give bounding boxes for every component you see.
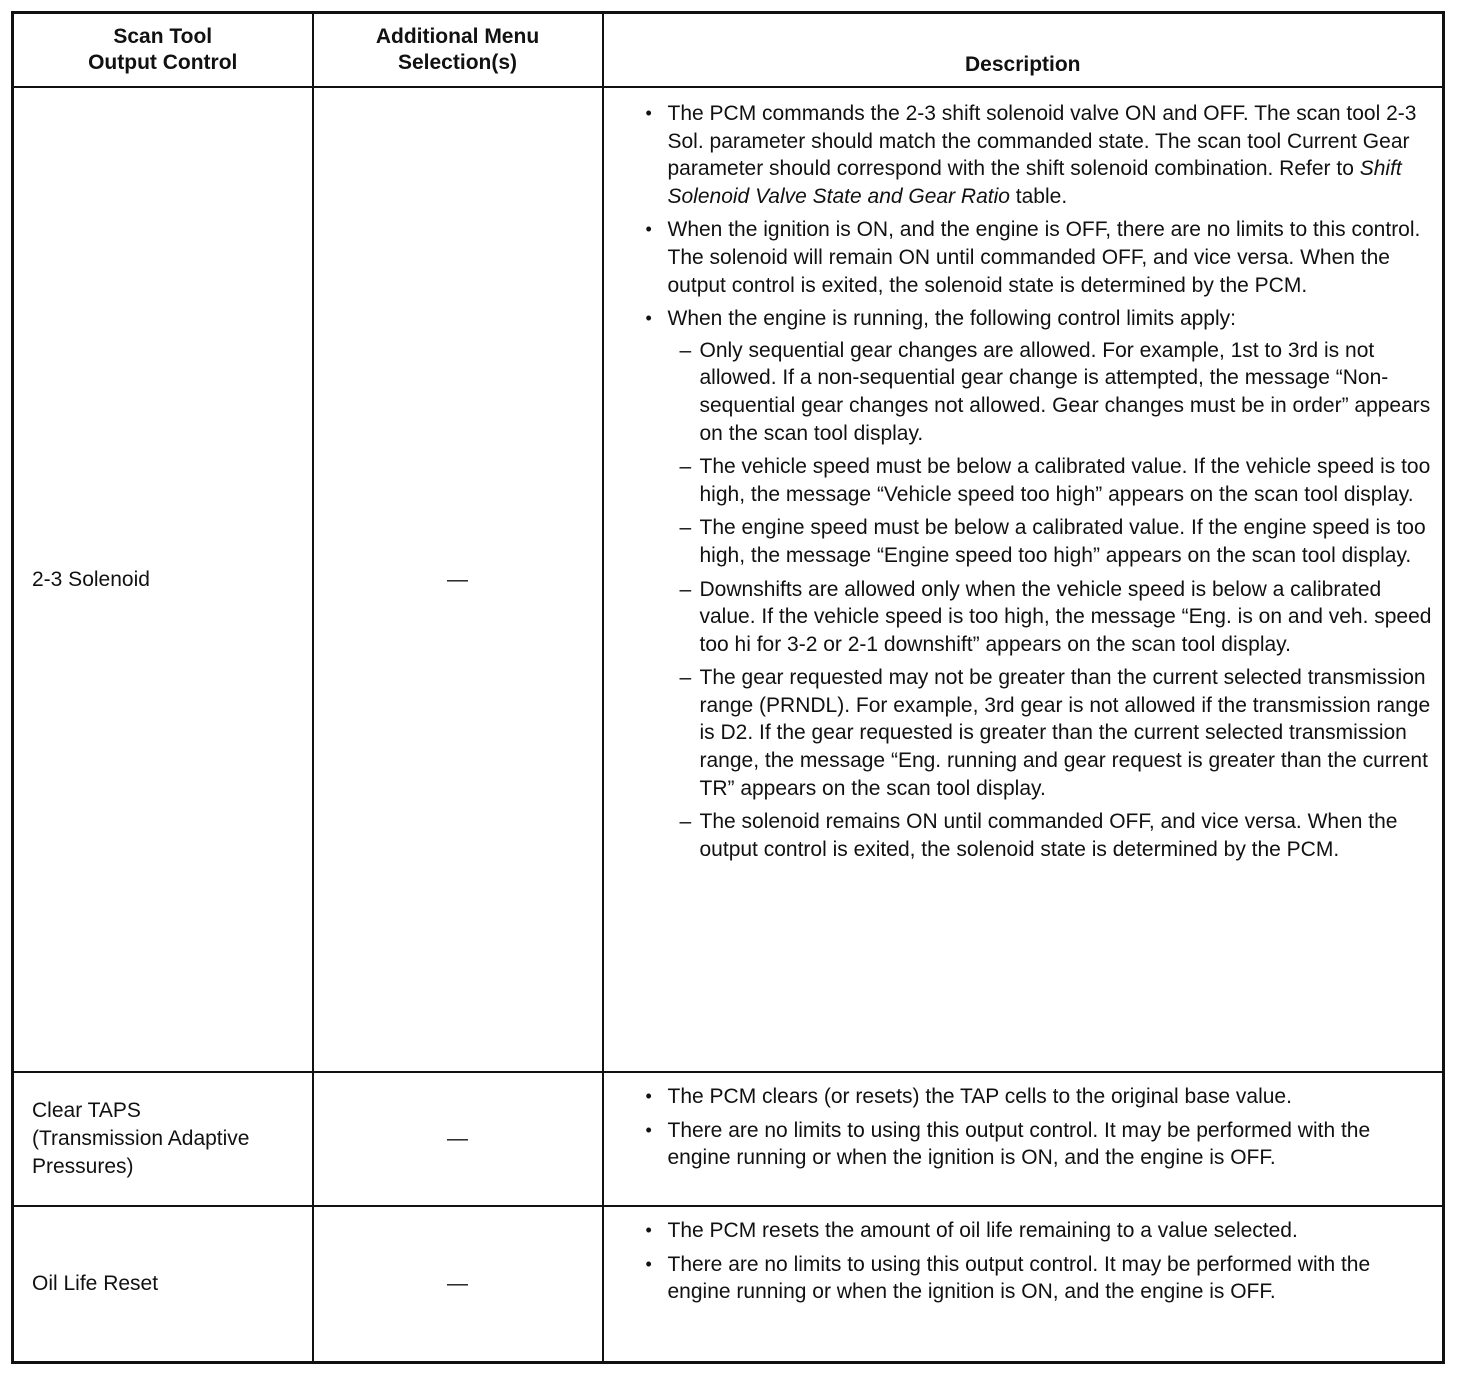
description-bullet bbox=[646, 1117, 1433, 1172]
bullet-text: There are no limits to using this output control. It may be performed with the engine running or when the ignition is ON, and the engine is OFF. bbox=[667, 1118, 1371, 1170]
menu-selection-text: — bbox=[447, 567, 468, 591]
table-header-row bbox=[13, 13, 1444, 88]
description-cell bbox=[603, 1072, 1444, 1206]
output-control-table bbox=[11, 11, 1445, 1364]
output-control-name bbox=[13, 1206, 313, 1362]
control-limits-list bbox=[668, 337, 1433, 864]
description-bullet bbox=[646, 305, 1433, 863]
control-limit-item bbox=[680, 576, 1433, 659]
output-control-name-text: Oil Life Reset bbox=[32, 1271, 159, 1295]
output-control-name bbox=[13, 1072, 313, 1206]
bullet-text: table. bbox=[1009, 184, 1068, 208]
output-control-name bbox=[13, 87, 313, 1072]
header-description bbox=[603, 13, 1444, 88]
control-limit-text: Only sequential gear changes are allowed. For example, 1st to 3rd is not allowed. If a non-sequential gear change is attempted, the message “Non-sequential gear changes not allowed. Gear changes must be in order” appears on the scan tool display. bbox=[699, 338, 1431, 445]
table-reference: Shift Solenoid Valve State and Gear Ratio bbox=[667, 157, 1402, 208]
description-bullet bbox=[646, 216, 1433, 299]
header-scan-tool-output-control bbox=[13, 13, 313, 88]
menu-selection bbox=[313, 87, 603, 1072]
control-limit-item bbox=[680, 453, 1433, 508]
output-control-name-text: 2-3 Solenoid bbox=[32, 567, 150, 591]
control-limit-text: The solenoid remains ON until commanded OFF, and vice versa. When the output control is exited, the solenoid state is determined by the PCM. bbox=[699, 810, 1398, 861]
description-bullets bbox=[646, 1083, 1433, 1172]
bullet-text: There are no limits to using this output control. It may be performed with the engine running or when the ignition is ON, and the engine is OFF. bbox=[667, 1252, 1371, 1304]
menu-selection bbox=[313, 1206, 603, 1362]
header-col2-label: Additional Menu Selection(s) bbox=[375, 25, 540, 74]
menu-selection bbox=[313, 1072, 603, 1206]
table-row bbox=[13, 1206, 1444, 1362]
header-additional-menu-selections bbox=[313, 13, 603, 88]
description-bullets bbox=[646, 1217, 1433, 1306]
description-bullet bbox=[646, 1251, 1433, 1306]
output-control-name-text: Clear TAPS (Transmission Adaptive Pressures) bbox=[32, 1099, 250, 1178]
control-limit-text: Downshifts are allowed only when the vehicle speed is below a calibrated value. If the vehicle speed is too high, the message “Eng. is on and veh. speed too hi for 3-2 or 2-1 downshift” appears on the scan tool display. bbox=[699, 577, 1432, 656]
control-limit-text: The vehicle speed must be below a calibrated value. If the vehicle speed is too high, the message “Vehicle speed too high” appears on the scan tool display. bbox=[699, 455, 1431, 506]
description-cell bbox=[603, 87, 1444, 1072]
control-limit-item bbox=[680, 664, 1433, 802]
bullet-text: The PCM clears (or resets) the TAP cells to the original base value. bbox=[667, 1085, 1292, 1108]
description-cell bbox=[603, 1206, 1444, 1362]
control-limit-text: The gear requested may not be greater than the current selected transmission range (PRNDL). For example, 3rd gear is not allowed if the transmission range is D2. If the gear requested is greater than the current selected transmission range, the message “Eng. running and gear request is greater than the current TR” appears on the scan tool display. bbox=[699, 666, 1431, 800]
control-limit-item bbox=[680, 808, 1433, 863]
bullet-text: The PCM commands the 2-3 shift solenoid valve ON and OFF. The scan tool 2-3 Sol. parameter should match the commanded state. The scan tool Current Gear parameter should correspond with the shift solenoid combination. Refer to bbox=[667, 102, 1417, 181]
header-col3-label: Description bbox=[964, 53, 1081, 76]
menu-selection-text: — bbox=[447, 1127, 468, 1150]
bullet-text: When the engine is running, the following control limits apply: bbox=[667, 307, 1236, 331]
table-row bbox=[13, 1072, 1444, 1206]
control-limit-text: The engine speed must be below a calibrated value. If the engine speed is too high, the message “Engine speed too high” appears on the scan tool display. bbox=[699, 516, 1426, 567]
description-bullet bbox=[646, 1217, 1433, 1245]
description-bullet bbox=[646, 1083, 1433, 1111]
bullet-text: The PCM resets the amount of oil life remaining to a value selected. bbox=[667, 1219, 1298, 1242]
control-limit-item bbox=[680, 514, 1433, 569]
description-bullets bbox=[646, 100, 1433, 863]
control-limit-item bbox=[680, 337, 1433, 447]
bullet-text: When the ignition is ON, and the engine is OFF, there are no limits to this control. The solenoid will remain ON until commanded OFF, and vice versa. When the output control is exited, the solenoid state is determined by the PCM. bbox=[667, 218, 1421, 297]
menu-selection-text: — bbox=[447, 1271, 468, 1295]
table-row bbox=[13, 87, 1444, 1072]
description-bullet bbox=[646, 100, 1433, 210]
header-col1-label: Scan Tool Output Control bbox=[88, 25, 238, 74]
